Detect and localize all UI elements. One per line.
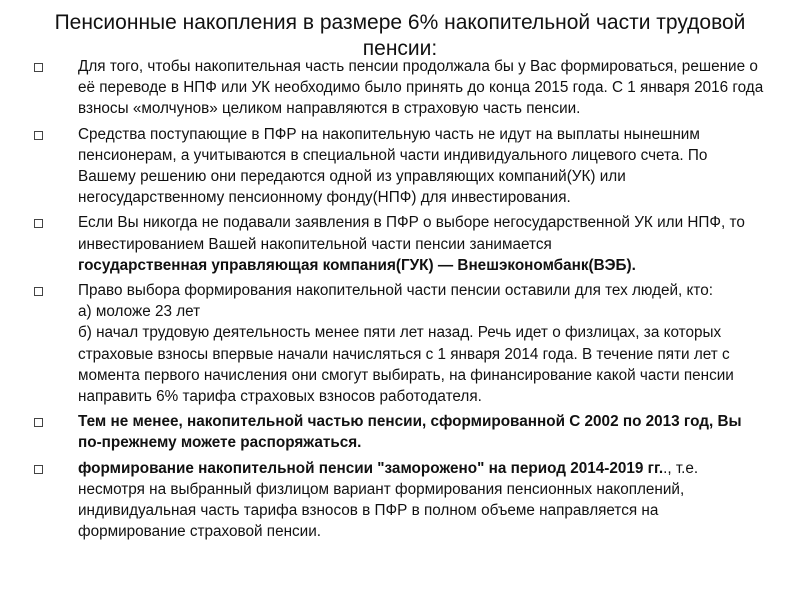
bullet-item bbox=[32, 124, 767, 209]
bullet-item bbox=[32, 458, 767, 543]
bullet-bold-text: Тем не менее, накопительной частью пенсии, сформированной С 2002 по 2013 год, Вы по-прежнему можете распоряжаться. bbox=[78, 413, 742, 452]
bullet-marker-icon bbox=[34, 131, 43, 140]
bullet-list bbox=[32, 56, 767, 546]
bullet-text: Для того, чтобы накопительная часть пенсии продолжала бы у Вас формироваться, решение о её переводе в НПФ или УК необходимо было принять до конца 2015 года. С 1 января 2016 года взносы «молчунов» целиком направляются в страховую часть пенсии. bbox=[78, 58, 764, 118]
bullet-marker-icon bbox=[34, 63, 43, 72]
bullet-text: Если Вы никогда не подавали заявления в ПФР о выборе негосударственной УК или НПФ, то инвестированием Вашей накопительной части пенсии занимается bbox=[78, 214, 745, 253]
bullet-marker-icon bbox=[34, 219, 43, 228]
bullet-subline-a: а) моложе 23 лет bbox=[78, 303, 201, 321]
bullet-item bbox=[32, 280, 767, 407]
bullet-marker-icon bbox=[34, 465, 43, 474]
slide-title: Пенсионные накопления в размере 6% накопительной части трудовой пенсии: bbox=[54, 11, 746, 60]
bullet-text: ., т.е. несмотря на выбранный физлицом вариант формирования пенсионных накоплений, индивидуальная часть тарифа взносов в ПФР в полном объеме направляется на формирование страховой пенсии. bbox=[78, 459, 699, 541]
bullet-item bbox=[32, 56, 767, 120]
bullet-marker-icon bbox=[34, 287, 43, 296]
bullet-text: Средства поступающие в ПФР на накопительную часть не идут на выплаты нынешним пенсионерам, а учитываются в специальной части индивидуального лицевого счета. По Вашему решению они передаются одной из управляющих компаний(УК) или негосударственному пенсионному фонду(НПФ) для инвестирования. bbox=[78, 125, 708, 207]
bullet-bold-text: формирование накопительной пенсии "заморожено" на период 2014-2019 гг. bbox=[78, 459, 664, 477]
bullet-subline-b: б) начал трудовую деятельность менее пяти лет назад. Речь идет о физлицах, за которых страховые взносы впервые начали начисляться с 1 января 2014 года. В течение пяти лет с момента первого начисления они смогут выбирать, на финансирование какой части пенсии направить 6% тарифа страховых взносов работодателя. bbox=[78, 324, 734, 406]
bullet-item bbox=[32, 411, 767, 453]
bullet-bold-text: государственная управляющая компания(ГУК) — Внешэкономбанк(ВЭБ). bbox=[78, 256, 636, 274]
bullet-marker-icon bbox=[34, 418, 43, 427]
bullet-text: Право выбора формирования накопительной части пенсии оставили для тех людей, кто: bbox=[78, 282, 713, 300]
bullet-item bbox=[32, 212, 767, 276]
